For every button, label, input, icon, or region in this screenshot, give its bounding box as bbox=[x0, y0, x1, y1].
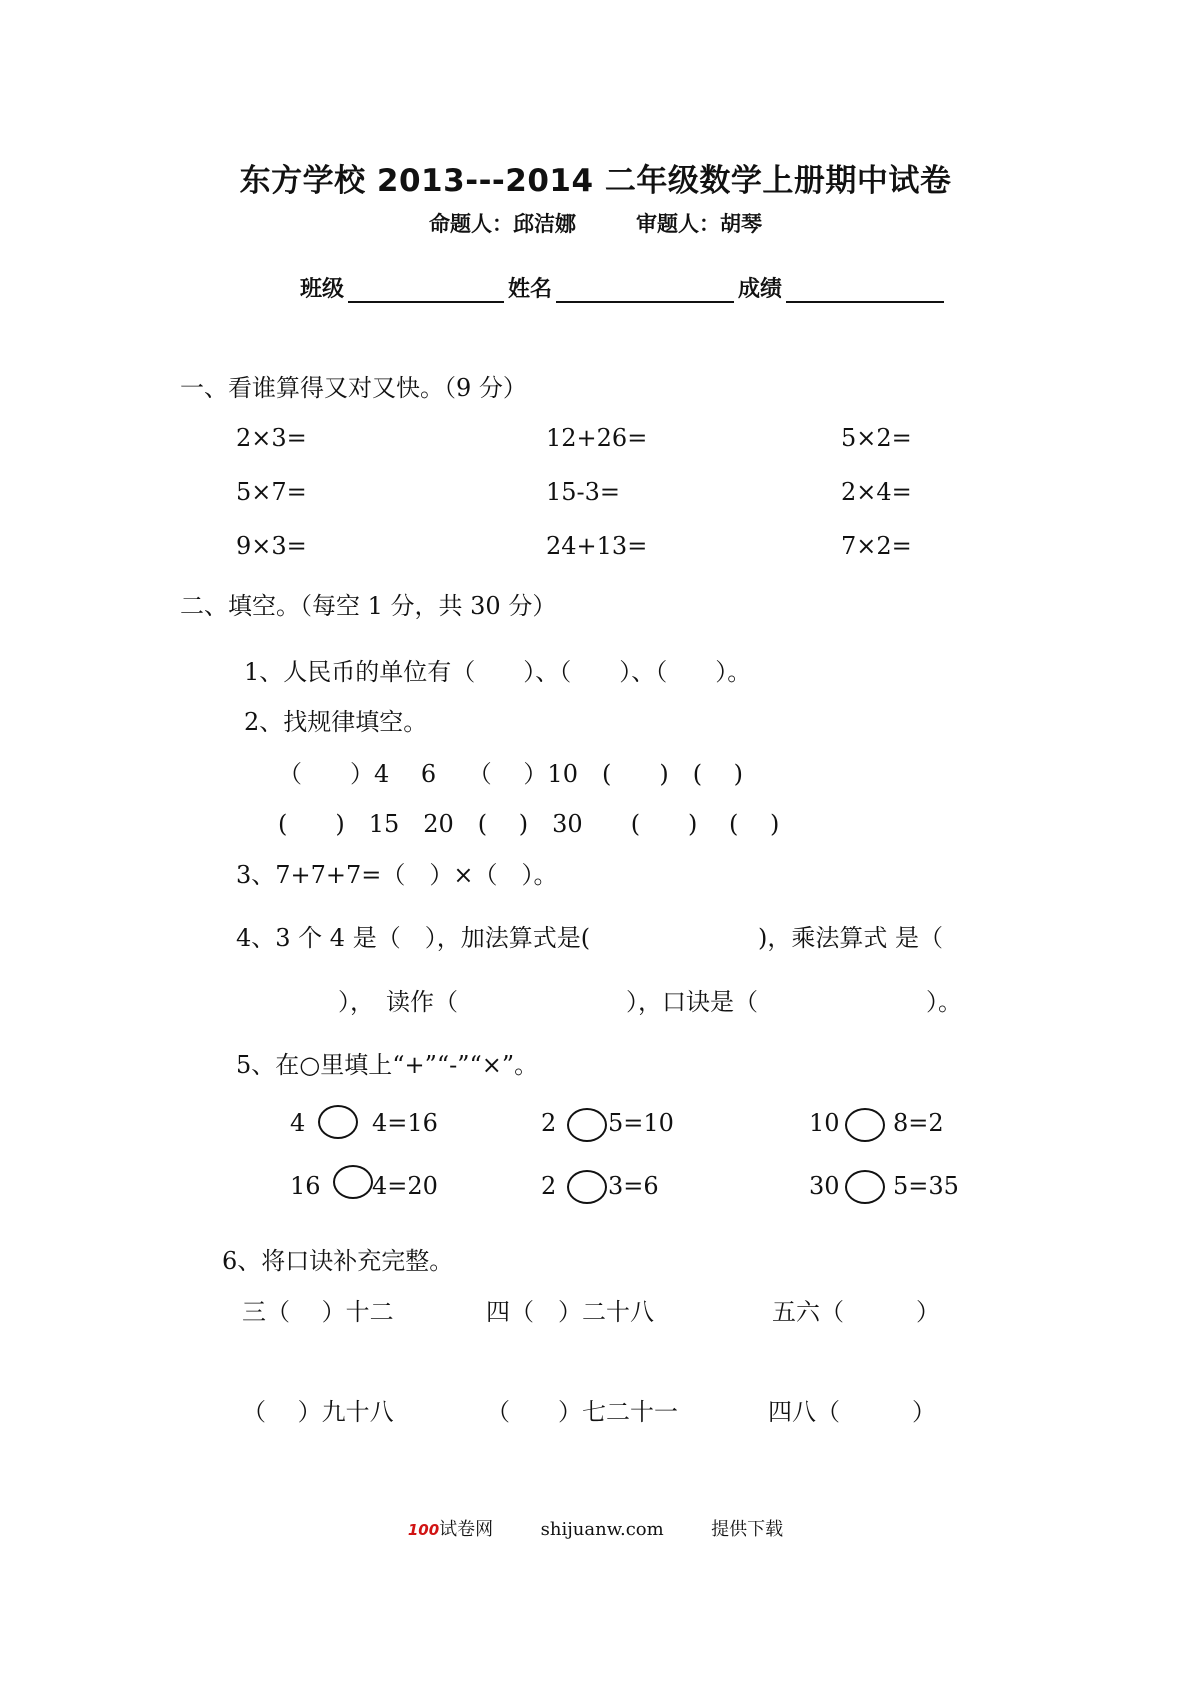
calc-item: 5×7= bbox=[236, 478, 307, 506]
calc-item: 7×2= bbox=[841, 532, 912, 560]
operator-circle[interactable] bbox=[567, 1170, 607, 1204]
q5-operand-a: 2 bbox=[541, 1172, 557, 1200]
name-blank[interactable] bbox=[556, 277, 734, 303]
q5-operand-a: 30 bbox=[809, 1172, 840, 1200]
question-6: 6、将口诀补充完整。 bbox=[222, 1247, 454, 1275]
section2-heading: 二、填空。（每空 1 分，共 30 分） bbox=[180, 592, 557, 620]
page-title: 东方学校 2013---2014 二年级数学上册期中试卷 bbox=[239, 163, 952, 199]
q5-operand-b: 4=20 bbox=[372, 1172, 438, 1200]
question-3: 3、7+7+7=（ ）×（ ）。 bbox=[236, 861, 558, 889]
question-4-line2: ）， 读作（ ），口诀是（ ）。 bbox=[338, 988, 962, 1016]
question-2-row1: （ ）4 6 （ ）10 ( ) ( ) bbox=[278, 760, 744, 788]
q6-item: （ ）九十八 bbox=[242, 1398, 394, 1426]
q5-operand-b: 5=10 bbox=[608, 1109, 674, 1137]
operator-circle[interactable] bbox=[567, 1108, 607, 1142]
q5-operand-b: 8=2 bbox=[893, 1109, 944, 1137]
q6-item: 四八（ ） bbox=[768, 1398, 936, 1426]
calc-item: 9×3= bbox=[236, 532, 307, 560]
question-4-line1: 4、3 个 4 是（ ），加法算式是( )，乘法算式 是（ bbox=[236, 924, 944, 952]
operator-circle[interactable] bbox=[845, 1108, 885, 1142]
class-label: 班级 bbox=[300, 277, 345, 302]
class-blank[interactable] bbox=[348, 277, 504, 303]
q5-operand-b: 3=6 bbox=[608, 1172, 659, 1200]
student-info bbox=[300, 272, 948, 303]
question-2-row2: ( ) 15 20 ( ) 30 ( ) ( ) bbox=[278, 810, 780, 838]
calc-item: 2×4= bbox=[841, 478, 912, 506]
question-1: 1、人民币的单位有（ ）、（ ）、（ ）。 bbox=[244, 658, 752, 686]
site-name: 试卷网 bbox=[439, 1519, 494, 1540]
section1-heading: 一、看谁算得又对又快。（9 分） bbox=[180, 374, 527, 402]
q6-item: （ ）七二十一 bbox=[486, 1398, 678, 1426]
setter: 命题人：邱洁娜 bbox=[429, 212, 576, 236]
operator-circle[interactable] bbox=[318, 1105, 358, 1139]
q5-operand-a: 4 bbox=[290, 1109, 306, 1137]
operator-circle[interactable] bbox=[845, 1170, 885, 1204]
q5-operand-a: 10 bbox=[809, 1109, 840, 1137]
calc-item: 15-3= bbox=[546, 478, 621, 506]
authors-line bbox=[0, 208, 1191, 238]
operator-circle[interactable] bbox=[333, 1165, 373, 1199]
site-url[interactable]: shijuanw.com bbox=[540, 1519, 664, 1540]
question-5: 5、在○里填上“+”“-”“×”。 bbox=[236, 1051, 539, 1079]
q5-operand-b: 4=16 bbox=[372, 1109, 438, 1137]
q5-operand-a: 16 bbox=[290, 1172, 321, 1200]
reviewer: 审题人：胡琴 bbox=[636, 212, 762, 236]
question-2: 2、找规律填空。 bbox=[244, 708, 428, 736]
q5-operand-a: 2 bbox=[541, 1109, 557, 1137]
calc-item: 2×3= bbox=[236, 424, 307, 452]
score-label: 成绩 bbox=[738, 277, 783, 302]
name-label: 姓名 bbox=[508, 277, 553, 302]
score-blank[interactable] bbox=[786, 277, 944, 303]
site-logo: 100 bbox=[407, 1521, 440, 1539]
download-note: 提供下载 bbox=[711, 1519, 784, 1540]
footer bbox=[0, 1515, 1191, 1541]
q6-item: 四（ ）二十八 bbox=[486, 1298, 654, 1326]
q6-item: 五六（ ） bbox=[772, 1298, 940, 1326]
calc-item: 24+13= bbox=[546, 532, 648, 560]
calc-item: 12+26= bbox=[546, 424, 648, 452]
calc-item: 5×2= bbox=[841, 424, 912, 452]
q5-operand-b: 5=35 bbox=[893, 1172, 959, 1200]
q6-item: 三（ ）十二 bbox=[242, 1298, 394, 1326]
